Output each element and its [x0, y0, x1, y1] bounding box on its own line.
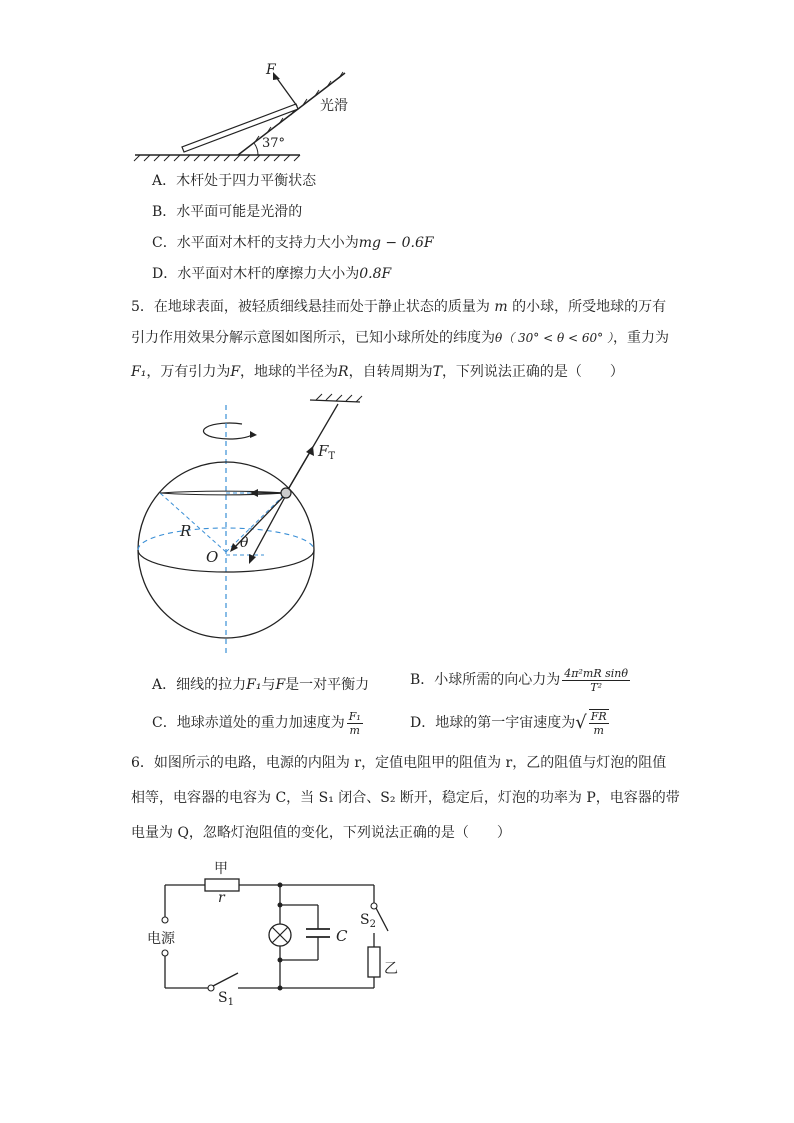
smooth-label: 光滑: [320, 98, 348, 114]
q4-option-d: D．水平面对木杆的摩擦力大小为0.8F: [152, 266, 392, 282]
theta-label: θ: [240, 535, 249, 551]
circuit-figure: [140, 855, 420, 1005]
resistor-b-label: 乙: [384, 961, 398, 977]
q5-line-3: F₁，万有引力为F，地球的半径为R，自转周期为T，下列说法正确的是（ ）: [131, 364, 624, 380]
q5-option-c: C．地球赤道处的重力加速度为 $\frac{\text{F₁}}{m}$: [152, 709, 361, 737]
center-label: O: [206, 548, 219, 566]
cosmic-velocity-fraction: $\frac{FR}{m}$: [590, 710, 607, 737]
q6-line-2: 相等，电容器的电容为 C，当 S₁ 闭合、S₂ 断开，稳定后，灯泡的功率为 P，电容器的带: [131, 790, 680, 806]
q5-option-d: D．地球的第一宇宙速度为√ $\frac{FR}{m}$: [410, 710, 607, 737]
power-source-label: 电源: [147, 931, 175, 947]
q6-line-1: 6．如图所示的电路，电源的内阻为 r，定值电阻甲的阻值为 r，乙的阻值与灯泡的阻值: [131, 755, 667, 771]
q5-option-b: B．小球所需的向心力为 $\frac{\text{4π²mR sinθ}}{\text{T²}}$: [410, 666, 629, 694]
switch-1-label: $S_1$: [218, 990, 234, 1008]
q6-line-3: 电量为 Q，忽略灯泡阻值的变化，下列说法正确的是（ ）: [131, 825, 511, 841]
force-label: F: [266, 62, 276, 78]
q4-option-c: C．水平面对木杆的支持力大小为mg − 0.6F: [152, 235, 434, 251]
q5-line-2: 引力作用效果分解示意图如图所示，已知小球所处的纬度为θ（ 30° < θ < 60° ），重力为: [131, 330, 669, 346]
radius-label: R: [180, 522, 192, 540]
earth-globe-figure: [130, 390, 370, 660]
angle-label: 37°: [262, 136, 286, 151]
q5-line-1: 5．在地球表面，被轻质细线悬挂而处于静止状态的质量为 m 的小球，所受地球的万有: [131, 299, 667, 315]
q4-option-a: A．木杆处于四力平衡状态: [152, 173, 317, 189]
resistor-a-value: r: [218, 890, 225, 906]
capacitor-label: C: [336, 927, 348, 945]
sqrt-symbol: √: [575, 712, 587, 733]
switch-2-label: $S_2$: [360, 912, 376, 930]
resistor-a-name: 甲: [214, 861, 228, 877]
q5-option-a: A．细线的拉力F₁与F是一对平衡力: [152, 677, 370, 693]
gravity-accel-fraction: $\frac{\text{F₁}}{m}$: [348, 709, 361, 737]
tension-label: $F_T$: [318, 442, 336, 462]
q4-option-b: B．水平面可能是光滑的: [152, 204, 303, 220]
centripetal-fraction: $\frac{\text{4π²mR sinθ}}{\text{T²}}$: [564, 666, 629, 694]
